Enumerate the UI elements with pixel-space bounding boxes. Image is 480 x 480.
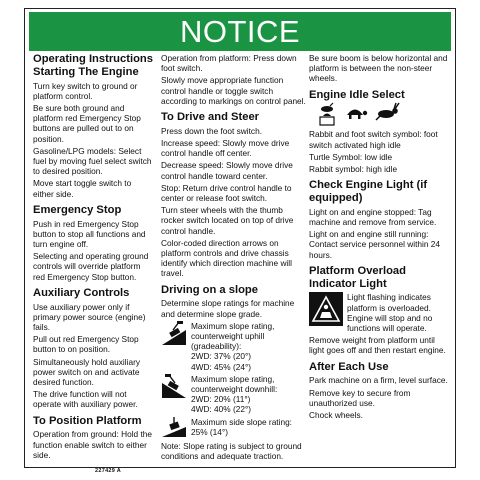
slope-downhill-row <box>161 374 306 415</box>
startup-step-3: Gasoline/LPG models: Select fuel by moving fuel select switch to desired position. <box>33 145 152 177</box>
heading-drive-steer: To Drive and Steer <box>161 111 260 124</box>
notice-decal <box>24 8 456 475</box>
heading-driving-slope: Driving on a slope <box>161 283 258 296</box>
position-text-4: Be sure boom is below horizontal and platform is between the non-steer wheels. <box>309 53 448 84</box>
after-text-3: Chock wheels. <box>309 410 363 421</box>
slope-side-row <box>161 417 306 439</box>
part-number: 227429 A <box>95 468 122 475</box>
startup-step-1: Turn key switch to ground or platform control. <box>33 80 138 101</box>
position-text-1: Operation from ground: Hold the function enable switch to either side. <box>33 429 152 460</box>
idle-text-2: Turtle Symbol: low idle <box>309 151 393 162</box>
drive-text-5: Turn steer wheels with the thumb rocker switch located on top of drive control handle. <box>161 205 294 236</box>
turtle-icon <box>343 103 369 121</box>
aux-text-2: Pull out red Emergency Stop button to on position. <box>33 334 139 355</box>
idle-text-3: Rabbit symbol: high idle <box>309 164 398 175</box>
idle-text-1: Rabbit and foot switch symbol: foot switch activated high idle <box>309 129 438 150</box>
aux-text-3: Simultaneously hold auxiliary power switch on and activate desired function. <box>33 356 140 388</box>
heading-auxiliary-controls: Auxiliary Controls <box>33 286 130 299</box>
drive-text-2: Increase speed: Slowly move drive control handle off center. <box>161 138 290 159</box>
column-right <box>309 53 449 422</box>
downhill-4wd: 4WD: 40% (22°) <box>191 404 252 415</box>
side-value: 25% (14°) <box>191 426 228 437</box>
drive-text-1: Press down the foot switch. <box>161 125 262 136</box>
heading-platform-overload: Platform Overload Indicator Light <box>309 264 406 290</box>
heading-engine-idle: Engine Idle Select <box>309 88 405 101</box>
startup-step-2: Be sure both ground and platform red Emergency Stop buttons are pulled out to on position. <box>33 103 141 144</box>
uphill-4wd: 4WD: 45% (24°) <box>191 361 252 372</box>
position-text-2: Operation from platform: Press down foot switch. <box>161 53 297 74</box>
estop-text-2: Selecting and operating ground controls will override platform red Emergency Stop button. <box>33 251 149 282</box>
heading-starting-engine: Operating Instructions Starting The Engine <box>33 53 153 78</box>
heading-after-use: After Each Use <box>309 360 389 373</box>
drive-text-4: Stop: Return drive control handle to center or release foot switch. <box>161 182 292 204</box>
side-title: Maximum side slope rating: <box>191 416 292 427</box>
uphill-title: Maximum slope rating, counterweight uphill (gradeability): <box>191 320 275 352</box>
check-text-1: Light on and engine stopped: Tag machine and remove from service. <box>309 206 437 228</box>
rabbit-icon <box>375 103 401 121</box>
slope-downhill-icon <box>161 374 187 400</box>
slope-intro: Determine slope ratings for machine and determine slope grade. <box>161 298 295 319</box>
check-text-2: Light on and engine still running: Contact service personnel within 24 hours. <box>309 229 440 260</box>
idle-icons <box>317 103 449 127</box>
drive-text-6: Color-coded direction arrows on platform controls and drive chassis identify which direction machine will travel. <box>161 237 292 279</box>
position-text-3: Slowly move appropriate function control handle or toggle switch according to markings on control panel. <box>161 75 306 106</box>
overload-text-1: Light flashing indicates platform is overloaded. Engine will stop and no functions will operate. <box>347 292 433 334</box>
slope-uphill-icon <box>161 321 187 347</box>
heading-check-engine: Check Engine Light (if equipped) <box>309 179 428 205</box>
column-middle <box>161 53 306 463</box>
heading-position-platform: To Position Platform <box>33 414 142 427</box>
overload-row <box>309 292 449 333</box>
downhill-title: Maximum slope rating, counterweight downhill: <box>191 373 278 395</box>
after-text-1: Park machine on a firm, level surface. <box>309 375 448 386</box>
estop-text-1: Push in red Emergency Stop button to stop all functions and turn engine off. <box>33 218 146 250</box>
overload-warning-icon <box>309 292 343 326</box>
aux-text-4: The drive function will not operate with auxiliary power. <box>33 389 138 410</box>
downhill-2wd: 2WD: 20% (11°) <box>191 394 251 405</box>
startup-step-4: Move start toggle switch to either side. <box>33 178 132 199</box>
slope-uphill-row <box>161 321 306 372</box>
after-text-2: Remove key to secure from unauthorized use. <box>309 387 411 408</box>
uphill-2wd: 2WD: 37% (20°) <box>191 351 252 362</box>
heading-emergency-stop: Emergency Stop <box>33 203 122 216</box>
overload-text-2: Remove weight from platform until light goes off and then restart engine. <box>309 335 446 356</box>
slope-note: Note: Slope rating is subject to ground conditions and adequate traction. <box>161 440 302 461</box>
drive-text-3: Decrease speed: Slowly move drive control handle toward center. <box>161 160 293 181</box>
aux-text-1: Use auxiliary power only if primary power source (engine) fails. <box>33 301 146 333</box>
side-slope-icon <box>161 417 187 439</box>
column-left <box>33 53 153 476</box>
foot-switch-rabbit-icon <box>317 103 337 127</box>
notice-banner: NOTICE <box>29 12 451 51</box>
